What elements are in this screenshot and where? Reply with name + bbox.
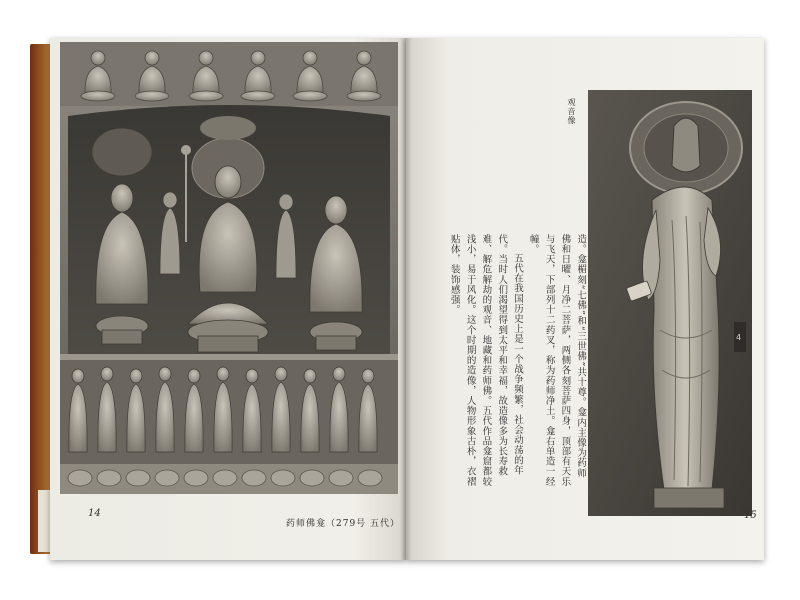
medicine-buddha-niche-photo bbox=[60, 42, 398, 494]
body-paragraph-1: 造。龛楣刻“七佛”和“三世佛”共十尊。龛内主像为药师佛和日曜、月净二菩萨，两侧各刻菩萨四身，顶部有天乐与飞天，下部列十二药叉，称为药师净土。龛右单造一经幢。 bbox=[527, 234, 587, 487]
svg-text:4: 4 bbox=[736, 333, 742, 342]
body-paragraph-2: 五代在我国历史上是一个战争频繁，社会动荡的年代。当时人们渴望得到太平和幸福，故造像多为长寿救难、解危解劫的观音、地藏和药师佛。五代作品龛窟都较浅小，易于风化。这个时期的造像，人物形象古朴，衣褶贴体，装饰感强。 bbox=[448, 234, 523, 487]
page-number-right: 15 bbox=[744, 510, 757, 521]
right-page bbox=[406, 38, 764, 560]
photo-caption: 药师佛龛（279号 五代） bbox=[286, 519, 401, 529]
page-number-left: 14 bbox=[88, 508, 101, 519]
body-text bbox=[446, 234, 604, 488]
right-photo-title: 观音像 bbox=[567, 98, 576, 125]
left-page bbox=[50, 38, 406, 560]
open-book bbox=[50, 38, 764, 560]
book-gutter bbox=[400, 38, 412, 560]
guanyin-statue-photo bbox=[588, 90, 752, 516]
